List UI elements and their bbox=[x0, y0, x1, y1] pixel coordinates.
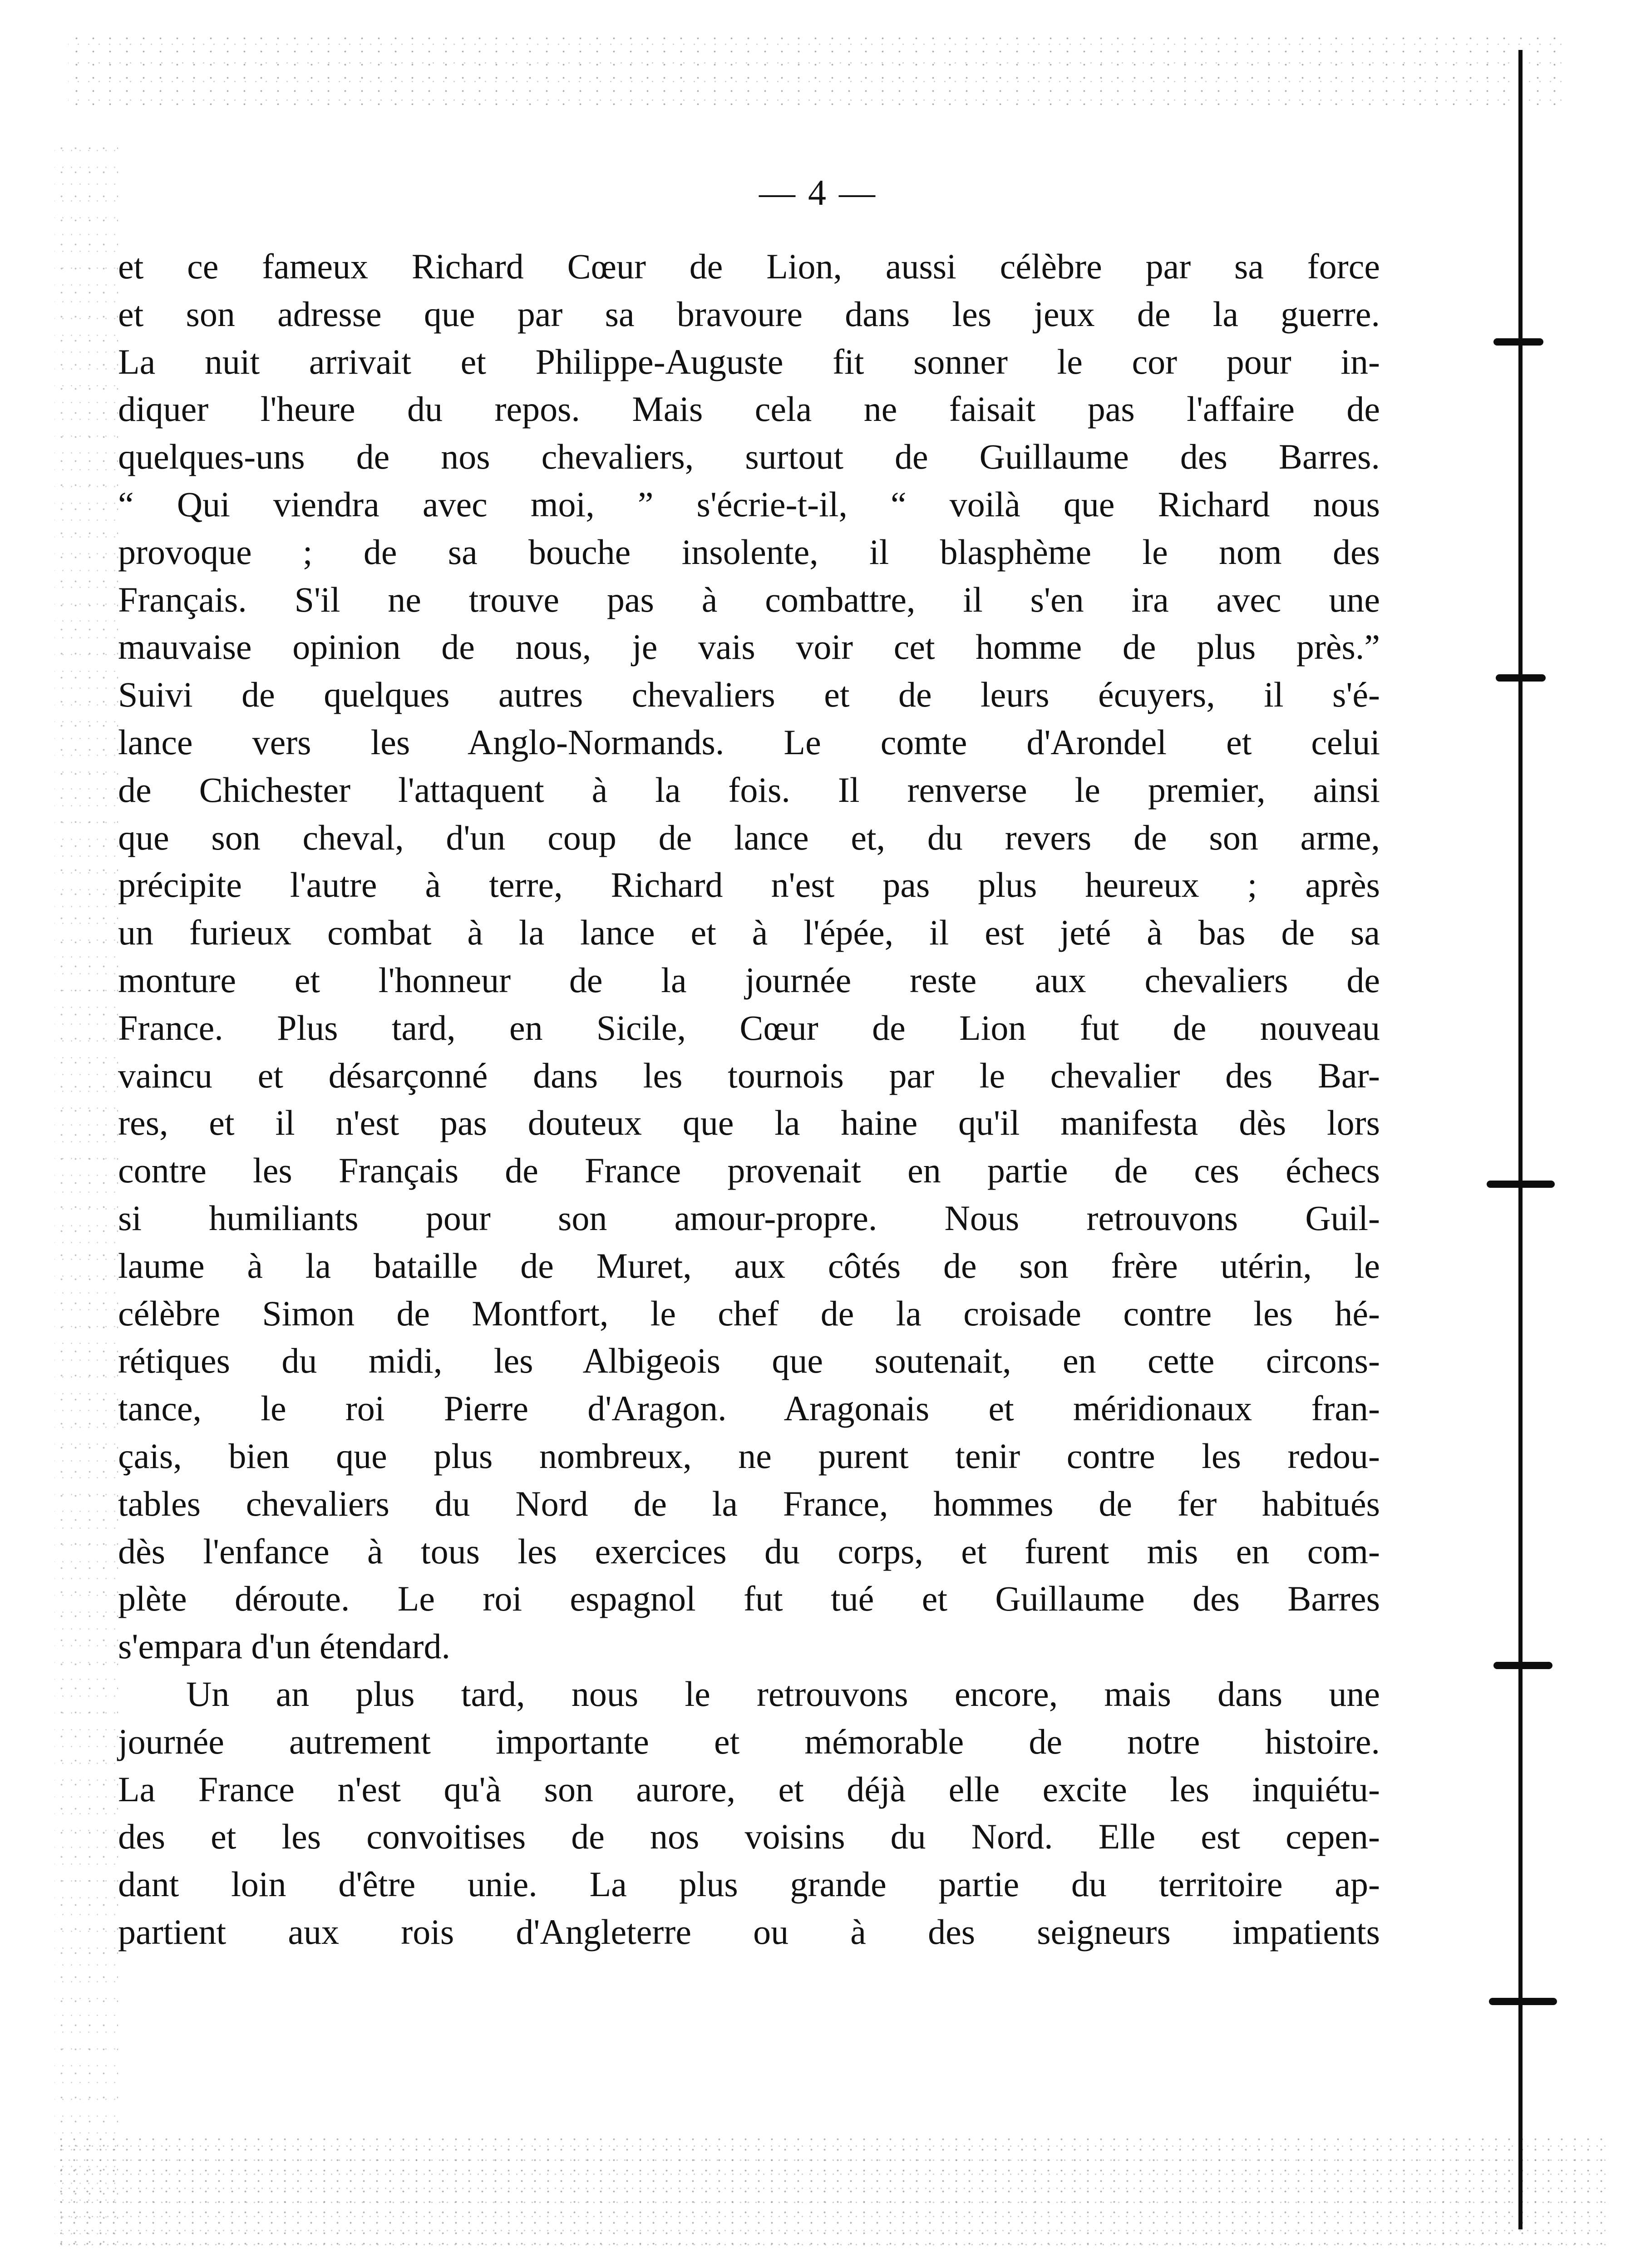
text-line: mauvaise opinion de nous, je vais voir cet homme de plus près.” bbox=[118, 627, 1380, 667]
text-line: dès l'enfance à tous les exercices du corps, et furent mis en com- bbox=[118, 1531, 1380, 1571]
text-line: s'empara d'un étendard. bbox=[118, 1626, 450, 1666]
text-line: provoque ; de sa bouche insolente, il blasphème le nom des bbox=[118, 532, 1380, 572]
text-line: journée autrement importante et mémorable de notre histoire. bbox=[118, 1721, 1380, 1761]
text-line: célèbre Simon de Montfort, le chef de la croisade contre les hé- bbox=[118, 1293, 1380, 1333]
text-line: lance vers les Anglo-Normands. Le comte d'Arondel et celui bbox=[118, 722, 1380, 762]
text-line: çais, bien que plus nombreux, ne purent tenir contre les redou- bbox=[118, 1436, 1380, 1476]
text-line: dant loin d'être unie. La plus grande partie du territoire ap- bbox=[118, 1864, 1380, 1904]
page-number: — 4 — bbox=[759, 173, 877, 213]
scan-noise-top bbox=[68, 32, 1566, 109]
text-line: tance, le roi Pierre d'Aragon. Aragonais et méridionaux fran- bbox=[118, 1388, 1380, 1428]
binding-mark bbox=[1493, 1662, 1552, 1669]
binding-edge-line bbox=[1518, 50, 1523, 2229]
text-line: France. Plus tard, en Sicile, Cœur de Lion fut de nouveau bbox=[118, 1008, 1380, 1048]
text-line: que son cheval, d'un coup de lance et, du revers de son arme, bbox=[118, 817, 1380, 857]
text-line: “ Qui viendra avec moi, ” s'écrie-t-il, “ voilà que Richard nous bbox=[118, 484, 1380, 524]
text-line: Français. S'il ne trouve pas à combattre, il s'en ira avec une bbox=[118, 579, 1380, 619]
text-line: Un an plus tard, nous le retrouvons encore, mais dans une bbox=[186, 1674, 1380, 1714]
text-line: si humiliants pour son amour-propre. Nous retrouvons Guil- bbox=[118, 1198, 1380, 1238]
text-line: partient aux rois d'Angleterre ou à des seigneurs impatients bbox=[118, 1912, 1380, 1952]
text-line: rétiques du midi, les Albigeois que soutenait, en cette circons- bbox=[118, 1341, 1380, 1381]
text-line: laume à la bataille de Muret, aux côtés de son frère utérin, le bbox=[118, 1245, 1380, 1285]
text-line: tables chevaliers du Nord de la France, hommes de fer habitués bbox=[118, 1483, 1380, 1523]
text-line: monture et l'honneur de la journée reste aux chevaliers de bbox=[118, 960, 1380, 1000]
scan-noise-left bbox=[54, 136, 118, 2248]
body-text bbox=[118, 243, 1380, 1956]
text-line: quelques-uns de nos chevaliers, surtout de Guillaume des Barres. bbox=[118, 437, 1380, 477]
text-line: contre les Français de France provenait en partie de ces échecs bbox=[118, 1151, 1380, 1191]
binding-mark bbox=[1489, 1998, 1557, 2005]
binding-mark bbox=[1493, 338, 1543, 346]
text-line: précipite l'autre à terre, Richard n'est pas plus heureux ; après bbox=[118, 865, 1380, 905]
text-line: vaincu et désarçonné dans les tournois par le chevalier des Bar- bbox=[118, 1055, 1380, 1095]
text-line: et son adresse que par sa bravoure dans les jeux de la guerre. bbox=[118, 294, 1380, 334]
text-line: plète déroute. Le roi espagnol fut tué et Guillaume des Barres bbox=[118, 1579, 1380, 1619]
text-line: Suivi de quelques autres chevaliers et de leurs écuyers, il s'é- bbox=[118, 675, 1380, 715]
text-line: La nuit arrivait et Philippe-Auguste fit sonner le cor pour in- bbox=[118, 341, 1380, 381]
scan-noise-bottom bbox=[54, 2134, 1607, 2252]
text-line: diquer l'heure du repos. Mais cela ne faisait pas l'affaire de bbox=[118, 389, 1380, 429]
binding-mark bbox=[1496, 674, 1546, 682]
text-line: un furieux combat à la lance et à l'épée, il est jeté à bas de sa bbox=[118, 913, 1380, 953]
text-line: La France n'est qu'à son aurore, et déjà elle excite les inquiétu- bbox=[118, 1769, 1380, 1809]
text-line: et ce fameux Richard Cœur de Lion, aussi célèbre par sa force bbox=[118, 247, 1380, 286]
text-line: res, et il n'est pas douteux que la haine qu'il manifesta dès lors bbox=[118, 1103, 1380, 1143]
text-line: des et les convoitises de nos voisins du Nord. Elle est cepen- bbox=[118, 1817, 1380, 1857]
binding-mark bbox=[1487, 1181, 1555, 1188]
text-line: de Chichester l'attaquent à la fois. Il renverse le premier, ainsi bbox=[118, 770, 1380, 810]
